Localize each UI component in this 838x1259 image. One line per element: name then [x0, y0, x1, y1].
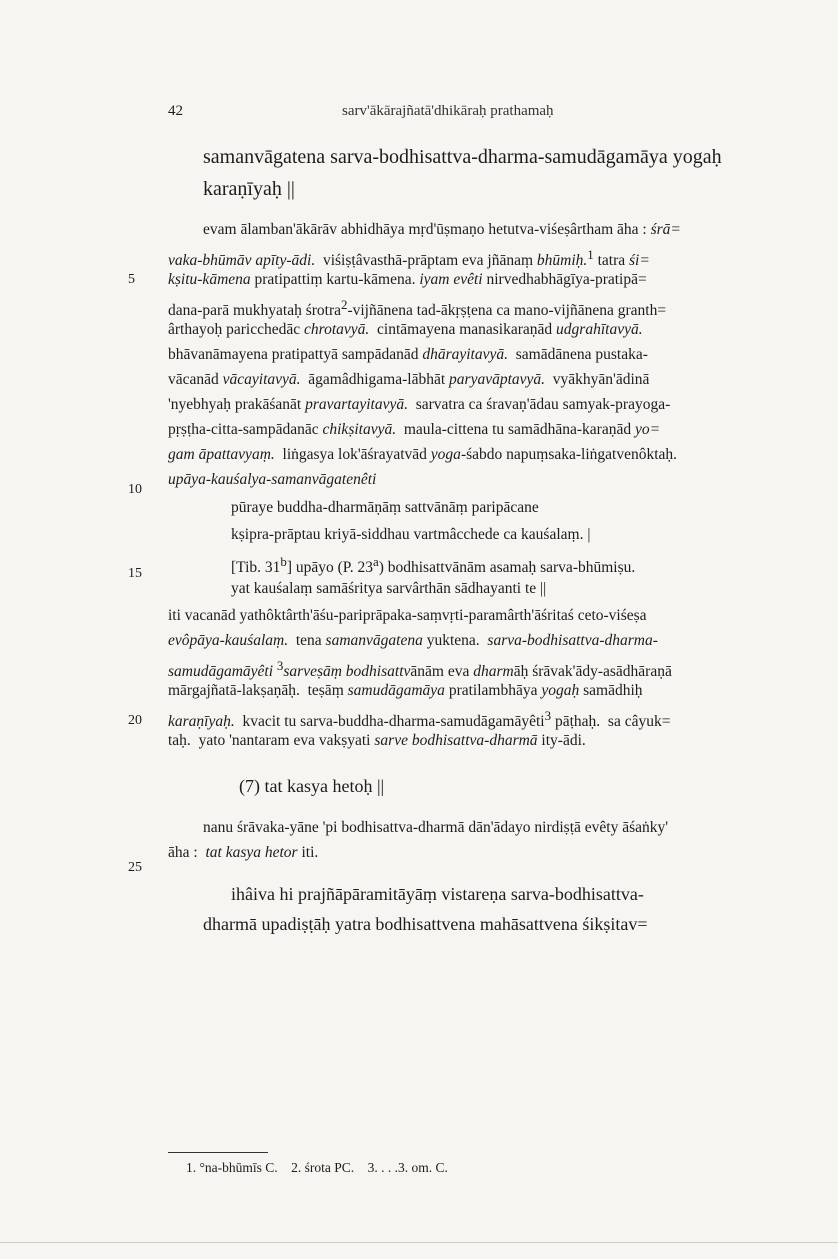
section-7-line-2: āha : tat kasya hetor iti.: [168, 844, 319, 861]
verse-heading-line-1: samanvāgatena sarva-bodhisattva-dharma-samudāgamāya yogaḥ: [203, 146, 722, 168]
para2-line-4: mārgajñatā-lakṣaṇāḥ. teṣāṃ samudāgamāya pratilambhāya yogaḥ samādhiḥ: [168, 682, 643, 699]
verse-heading-line-2: karaṇīyaḥ ||: [203, 178, 295, 200]
line-number-25: 25: [128, 860, 142, 875]
footnote-rule: [168, 1152, 268, 1153]
para2-line-3: samudāgamāyêti $^3$sarveṣāṃ bodhisattvānām eva dharmāḥ śrāvak'ādy-asādhāraṇā: [168, 658, 672, 681]
para1-line-9: pṛṣṭha-citta-sampādanāc chikṣitavyā. maula-cittena tu samādhāna-karaṇād yo=: [168, 421, 661, 438]
para2-line-6: taḥ. yato 'nantaram eva vakṣyati sarve bodhisattva-dharmā ity-ādi.: [168, 732, 586, 749]
verse-line-1: pūraye buddha-dharmāṇāṃ sattvānāṃ paripācane: [231, 499, 539, 516]
para1-line-3: kṣitu-kāmena pratipattiṃ kartu-kāmena. iyam evêti nirvedhabhāgīya-pratipā=: [168, 271, 647, 288]
verse-line-3: [Tib. 31$^b$] upāyo (P. 23$^a$) bodhisattvānām asamaḥ sarva-bhūmiṣu.: [231, 554, 636, 577]
para2-line-2: evôpāya-kauśalaṃ. tena samanvāgatena yuktena. sarva-bodhisattva-dharma-: [168, 632, 658, 649]
section-7-line-1: nanu śrāvaka-yāne 'pi bodhisattva-dharmā dān'ādayo nirdiṣṭā evêty āśaṅky': [203, 819, 669, 836]
line-number-5: 5: [128, 272, 135, 287]
line-number-15: 15: [128, 566, 142, 581]
line-number-20: 20: [128, 713, 142, 728]
para1-line-2: vaka-bhūmāv apīty-ādi. viśiṣṭâvasthā-prāptam eva jñānaṃ bhūmiḥ.$^1$ tatra śi=: [168, 247, 650, 270]
para1-line-7: vācanād vācayitavyā. āgamâdhigama-lābhāt paryavāptavyā. vyākhyān'ādinā: [168, 371, 650, 388]
line-number-10: 10: [128, 482, 142, 497]
page-number: 42: [168, 103, 183, 119]
para1-line-5: ârthayoḥ paricchedāc chrotavyā. cintāmayena manasikaraṇād udgrahītavyā.: [168, 321, 643, 338]
para1-line-8: 'nyebhyaḥ prakāśanāt pravartayitavyā. sarvatra ca śravaṇ'ādau samyak-prayoga-: [168, 396, 671, 413]
para1-line-6: bhāvanāmayena pratipattyā sampādanād dhārayitavyā. samādānena pustaka-: [168, 346, 648, 363]
closing-line-1: ihâiva hi prajñāpāramitāyāṃ vistareṇa sarva-bodhisattva-: [231, 884, 644, 904]
para1-line-1: evam ālamban'ākārāv abhidhāya mṛd'ūṣmaṇo hetutva-viśeṣârtham āha : śrā=: [203, 221, 681, 238]
verse-line-2: kṣipra-prāptau kriyā-siddhau vartmâcchede ca kauśalaṃ. |: [231, 526, 591, 543]
para1-line-4: dana-parā mukhyataḥ śrotra$^2$-vijñānena tad-ākṛṣṭena ca mano-vijñānena granth=: [168, 297, 667, 320]
para1-line-10: gam āpattavyaṃ. liṅgasya lok'āśrayatvād yoga-śabdo napuṃsaka-liṅgatvenôktaḥ.: [168, 446, 678, 463]
closing-line-2: dharmā upadiṣṭāḥ yatra bodhisattvena mahāsattvena śikṣitav=: [203, 914, 648, 934]
para2-line-5: karaṇīyaḥ. kvacit tu sarva-buddha-dharma-samudāgamāyêti$^3$ pāṭhaḥ. sa câyuk=: [168, 708, 671, 731]
scan-edge-line: [0, 1242, 838, 1243]
footnotes: 1. °na-bhūmīs C. 2. śrota PC. 3. . . .3. om. C.: [186, 1160, 448, 1175]
section-7-heading: (7) tat kasya hetoḥ ||: [239, 776, 385, 796]
para2-line-1: iti vacanād yathôktârth'āśu-pariprāpaka-saṃvṛti-paramârth'āśritaś ceto-viśeṣa: [168, 607, 647, 624]
para1-line-11: upāya-kauśalya-samanvāgatenêti: [168, 471, 377, 488]
running-title: sarv'ākārajñatā'dhikāraḥ prathamaḥ: [342, 103, 554, 119]
verse-line-4: yat kauśalaṃ samāśritya sarvârthān sādhayanti te ||: [231, 580, 547, 597]
